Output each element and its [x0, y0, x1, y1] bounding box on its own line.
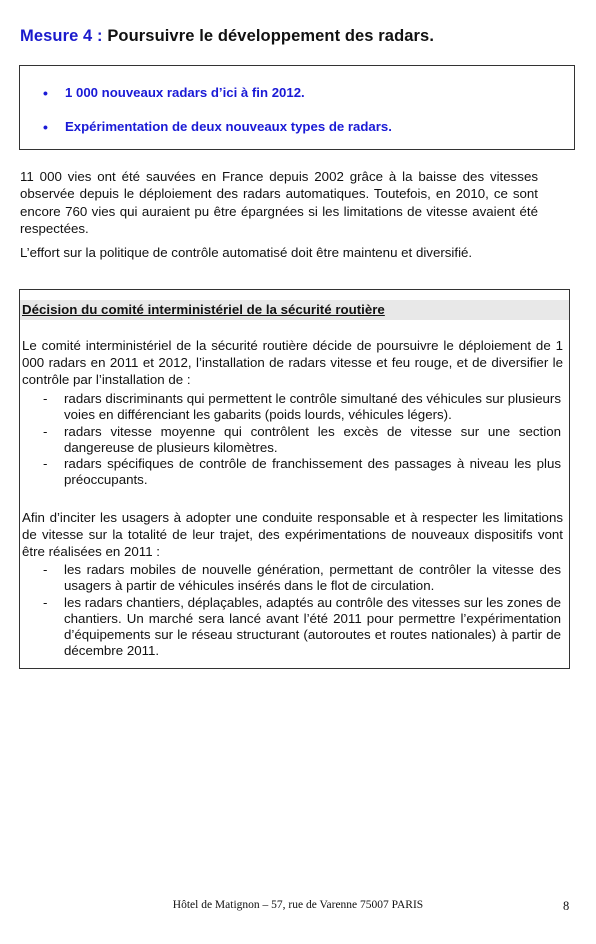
list-item: - radars spécifiques de contrôle de franchissement des passages à niveau les plus préoccupants. — [20, 456, 561, 489]
list-item: - radars discriminants qui permettent le contrôle simultané des véhicules sur plusieurs voies en différenciant les gabarits (poids lourds, véhicules légers). — [20, 391, 561, 424]
decision-paragraph: Le comité interministériel de la sécurité routière décide de poursuivre le déploiement de 1 000 radars en 2011 et 2012, l’installation de radars vitesse et feu rouge, et de diversifier le contrôle par l’installation de : — [22, 338, 563, 388]
decision-title: Décision du comité interministériel de la sécurité routière — [22, 302, 385, 317]
list-item: - les radars chantiers, déplaçables, adaptés au contrôle des vitesses sur les zones de chantiers. Un marché sera lancé avant l’été 2011 pour permettre l’expérimentation d’équipements sur le réseau structurant (autoroutes et routes nationales) à partir de décembre 2011. — [20, 595, 561, 660]
experiment-paragraph: Afin d’inciter les usagers à adopter une conduite responsable et à respecter les limitations de vitesse sur la totalité de leur trajet, des expérimentations de nouveaux dispositifs vont être réalisées en 2011 : — [22, 510, 563, 560]
highlights-box — [19, 65, 575, 150]
experiment-list — [20, 562, 569, 660]
page-number: 8 — [563, 899, 570, 913]
page-heading — [20, 27, 434, 46]
measure-title: Poursuivre le développement des radars. — [107, 27, 435, 45]
intro-paragraph: 11 000 vies ont été sauvées en France depuis 2002 grâce à la baisse des vitesses observée depuis le déploiement des radars automatiques. Toutefois, en 2010, ce sont encore 760 vies qui auraient pu être épargnées si les limitations de vitesse avaient été respectées. — [20, 169, 538, 236]
list-item: - radars vitesse moyenne qui contrôlent les excès de vitesse sur une section dangereuse de plusieurs kilomètres. — [20, 424, 561, 457]
highlight-item: • 1 000 nouveaux radars d’ici à fin 2012. — [65, 85, 305, 100]
highlight-item: • Expérimentation de deux nouveaux types de radars. — [65, 119, 392, 134]
footer-address: Hôtel de Matignon – 57, rue de Varenne 75007 PARIS — [172, 899, 424, 911]
measure-number: Mesure 4 : — [20, 27, 103, 45]
decision-title-bar — [20, 300, 569, 320]
intro-conclusion: L’effort sur la politique de contrôle automatisé doit être maintenu et diversifié. — [20, 245, 473, 260]
list-item: - les radars mobiles de nouvelle génération, permettant de contrôler la vitesse des usagers à partir de véhicules insérés dans le flot de circulation. — [20, 562, 561, 595]
decision-box — [19, 289, 570, 669]
decision-radar-list — [20, 391, 569, 489]
